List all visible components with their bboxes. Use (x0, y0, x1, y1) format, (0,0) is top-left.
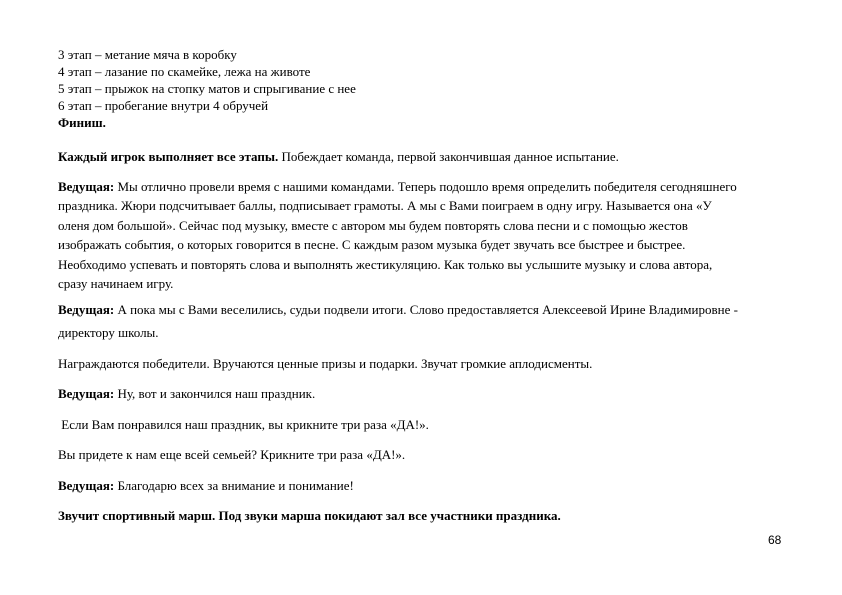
rule-text: Побеждает команда, первой закончившая данное испытание. (278, 149, 619, 164)
host-text: Ну, вот и закончился наш праздник. (114, 386, 316, 401)
host-text: Благодарю всех за внимание и понимание! (114, 477, 354, 493)
liked-paragraph: Если Вам понравился наш праздник, вы крикните три раза «ДА!». (58, 416, 429, 432)
host-text: оленя дом большой». Сейчас под музыку, вместе с автором мы будем повторять слова песни и с помощью жестов (58, 217, 688, 233)
stage-line: 6 этап – пробегание внутри 4 обручей (58, 98, 269, 113)
closing-paragraph: Звучит спортивный марш. Под звуки марша покидают зал все участники праздника. (58, 508, 561, 523)
stage-line: 3 этап – метание мяча в коробку (58, 47, 237, 62)
family-paragraph: Вы придете к нам еще всей семьей? Крикните три раза «ДА!». (58, 447, 406, 462)
rule-paragraph (58, 147, 798, 167)
document-page (58, 46, 798, 526)
host-label: Ведущая: (58, 301, 115, 317)
host-text: сразу начинаем игру. (58, 276, 174, 291)
host-paragraph-4 (58, 476, 798, 496)
stage-line: 5 этап – прыжок на стопку матов и спрыгивание с нее (58, 81, 356, 96)
host-paragraph-1 (58, 177, 798, 294)
rule-bold: Каждый игрок выполняет все этапы. (58, 149, 279, 164)
host-text: Необходимо успевать и повторять слова и выполнять жестикуляцию. Как только вы услышите музыку и слова автора, (58, 256, 713, 272)
finish-label: Финиш. (58, 115, 106, 130)
host-text: Мы отлично провели время с нашими командами. Теперь подошло время определить победителя сегодняшнего (114, 178, 737, 194)
host-label: Ведущая: (58, 477, 115, 493)
host-text: директору школы. (58, 325, 159, 340)
stages-list (58, 46, 798, 131)
host-text: изображать события, о которых говорится в песне. С каждым разом музыка будет звучать все быстрее и быстрее. (58, 237, 686, 252)
host-text: праздника. Жюри подсчитывает баллы, подписывает грамоты. А мы с Вами поиграем в одну игру. Называется она «У (58, 198, 712, 213)
host-label: Ведущая: (58, 178, 115, 194)
host-paragraph-3 (58, 384, 798, 404)
host-label: Ведущая: (58, 386, 115, 401)
stage-line: 4 этап – лазание по скамейке, лежа на животе (58, 64, 311, 79)
host-text: А пока мы с Вами веселились, судьи подвели итоги. Слово предоставляется Алексеевой Ирине Владимировне - (114, 301, 738, 317)
page-number: 68 (768, 533, 782, 547)
awards-paragraph: Награждаются победители. Вручаются ценные призы и подарки. Звучат громкие аплодисменты. (58, 355, 593, 371)
host-paragraph-2 (58, 300, 798, 343)
